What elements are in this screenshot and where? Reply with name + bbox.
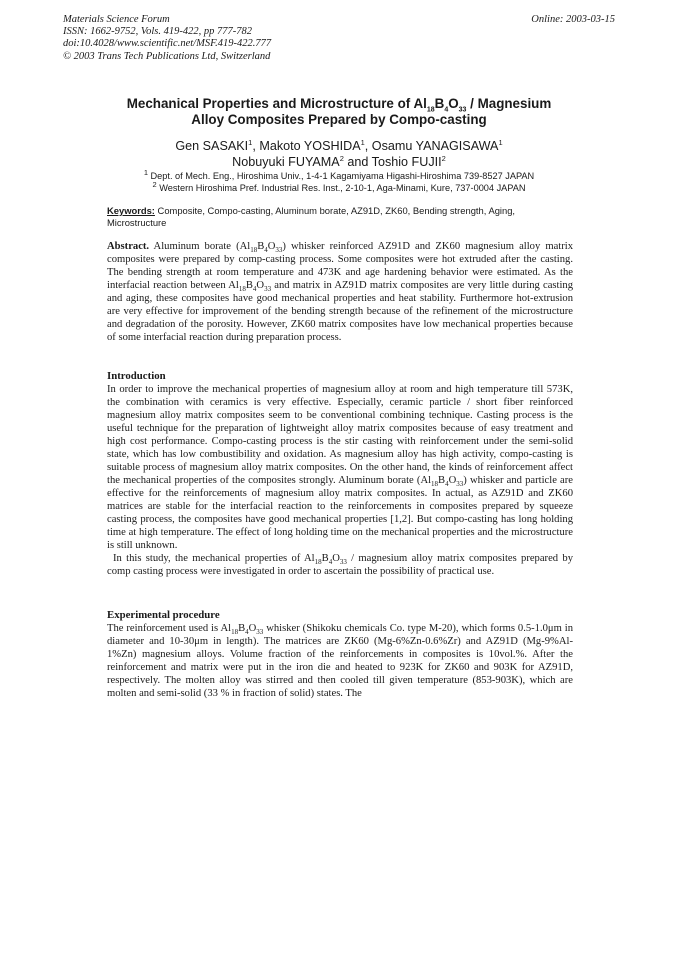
experimental-heading: Experimental procedure [107, 609, 220, 621]
author-list [80, 138, 598, 170]
keywords [107, 205, 573, 229]
author-line-2: Nobuyuki FUYAMA$^2$ and Toshio FUJII$^2$ [232, 153, 446, 169]
issn-line: ISSN: 1662-9752, Vols. 419-422, pp 777-782 [63, 26, 252, 38]
affiliations [60, 167, 618, 194]
affiliation-1: $^1$ Dept. of Mech. Eng., Hiroshima Univ., 1-4-1 Kagamiyama Higashi-Hiroshima 739-8527 JAPAN [143, 167, 535, 181]
abstract [107, 240, 573, 344]
author-line-1: Gen SASAKI$^1$, Makoto YOSHIDA$^1$, Osamu YANAGISAWA$^1$ [175, 137, 503, 153]
journal-name: Materials Science Forum [63, 14, 170, 25]
introduction-section [107, 370, 573, 578]
online-date-text: Online: 2003-03-15 [531, 14, 615, 25]
online-date [531, 14, 615, 26]
affiliation-2: $^2$ Western Hiroshima Pref. Industrial Res. Inst., 2-10-1, Aga-Minami, Kure, 737-0004 JAPAN [152, 179, 526, 193]
copyright-line: © 2003 Trans Tech Publications Ltd, Switzerland [63, 50, 271, 62]
abstract-text: Abstract. Aluminum borate $(Al_{18}B_4O_{33})$ whisker reinforced AZ91D and ZK60 magnesium alloy matrix composites were prepared by comp-casting process. Some composites were hot extruded after the casting. The bending strength at room temperature and 473K and age hardening behavior were estimated. As the interfacial reaction between $Al_{18}B_4O_{33}$ and matrix in AZ91D matrix composites are very little during casting and aging, these composites have good mechanical properties and heat stability. Furthermore hot-extrusion are very effective for improvement of the bending strength because of the refinement of the microstructure and degradation of the porosity. However, ZK60 matrix composites have low mechanical properties because of some interfacial reaction during preparation process. [107, 241, 574, 343]
keywords-label: Keywords: [107, 205, 155, 216]
title-line-2: Alloy Composites Prepared by Compo-casting [191, 112, 487, 127]
abstract-label: Abstract. [107, 241, 150, 252]
keywords-text: Composite, Compo-casting, Aluminum borate, AZ91D, ZK60, Bending strength, Aging, Microstructure [107, 205, 516, 228]
title-line-1: Mechanical Properties and Microstructure of $Al_{18}B_4O_{33}$ / Magnesium [126, 96, 552, 114]
introduction-paragraph-1: In order to improve the mechanical properties of magnesium alloy at room and high temperature till 573K, the combination with ceramics is very effective. Especially, ceramic particle / short fiber reinforced magnesium alloy matrix composites seem to be conventional combining technique. Casting process is the useful technique for the preparation of lightweight alloy matrix composites because of easy treatment and high cost performance. Compo-casting process is the stir casting with reinforcement under the semi-solid state, which has low combustibility and oxidation. As magnesium alloy has high activity, compo-casting is suitable process of magnesium alloy matrix composites. On the other hand, the kinds of reinforcement affect the mechanical properties of the composites strongly. Aluminum borate $(Al_{18}B_4O_{33})$ whisker and particle are effective for the reinforcements of magnesium alloy matrix composites. In actual, as AZ91D and ZK60 matrices are stable for the interfacial reaction to the reinforcements in composites prepared by squeeze casting process, the composites have good mechanical properties [1,2]. But compo-casting has long holding time at high temperature. The effect of long holding time on the mechanical properties and the microstructure is still unknown. [107, 384, 573, 551]
experimental-section [107, 609, 573, 700]
introduction-paragraph-2: In this study, the mechanical properties of $Al_{18}B_4O_{33}$ / magnesium alloy matrix composites prepared by comp casting process were investigated in order to ascertain the possibility of practical use. [107, 553, 573, 577]
introduction-heading: Introduction [107, 370, 166, 382]
paper-title [80, 96, 598, 128]
journal-header [63, 14, 271, 63]
doi-line: doi:10.4028/www.scientific.net/MSF.419-422.777 [63, 38, 272, 50]
experimental-paragraph: The reinforcement used is $Al_{18}B_4O_{33}$ whisker (Shikoku chemicals Co. type M-20), which forms 0.5-1.0μm in diameter and 10-30μm in length). The matrices are ZK60 (Mg-6%Zn-0.6%Zr) and AZ91D (Mg-9%Al-1%Zn) magnesium alloys. Volume fraction of the reinforcements in composites is 10vol.%. After the reinforcement and matrix were put in the iron die and heated to 923K for ZK60 and 903K for AZ91D, respectively. The molten alloy was stirred and then cooled till given temperature (853-903K), which are molten and semi-solid (33 % in fraction of solid) states. The [107, 623, 573, 699]
